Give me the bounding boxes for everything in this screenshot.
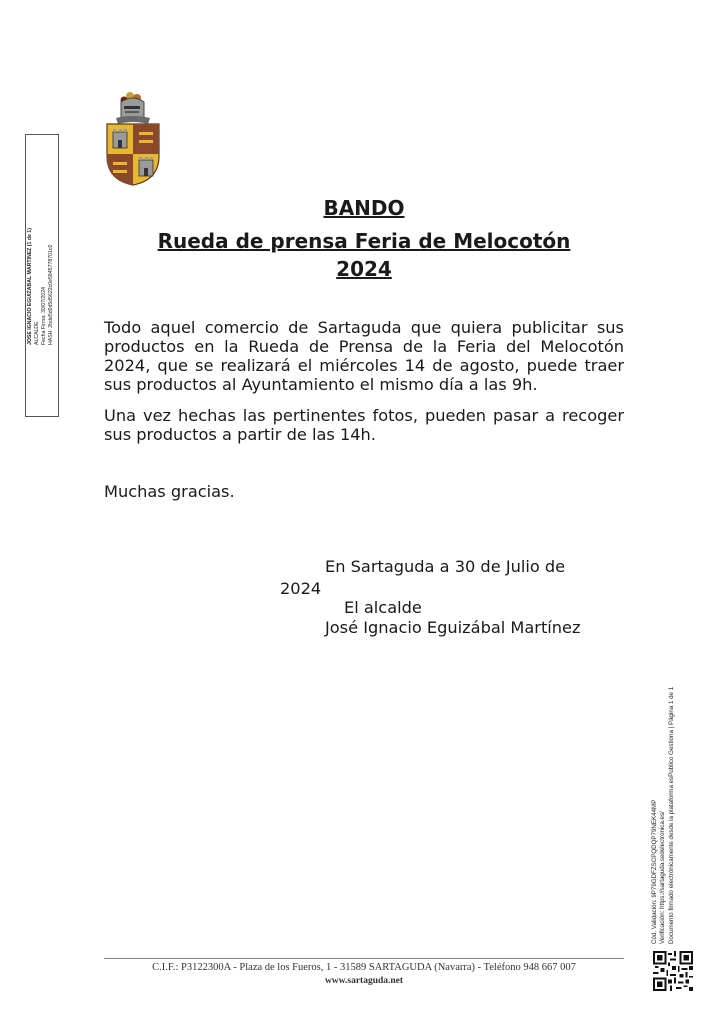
stamp-hash: HASH: 2bde5d0d5d5622c0e5845778701c0 [48,244,54,345]
verification-strip [651,687,676,944]
stamp-date: Fecha Firma: 30/07/2024 [41,287,47,345]
stamp-role: ALCALDE [34,321,40,345]
verification-url: Verificación: https://sartaguda.sedelectronica.es/ [659,811,667,944]
document-title: BANDO [323,196,405,220]
qr-code-icon [653,951,693,991]
signature-stamp [27,228,55,345]
closing-date-line-2: 2024 [280,579,322,598]
footer-website: www.sartaguda.net [324,976,404,986]
stamp-signer: JOSE IGNACIO EGUIZABAL MARTINEZ (1 de 1) [27,228,33,345]
closing-role: El alcalde [344,598,422,617]
body-paragraph-3: Muchas gracias. [104,482,235,501]
subtitle-line-2: 2024 [336,257,392,281]
body-paragraph-2: Una vez hechas las pertinentes fotos, pueden pasar a recoger sus productos a partir de las 14h. [104,406,624,444]
closing-name: José Ignacio Eguizábal Martínez [325,618,581,637]
footer-divider [104,958,624,959]
verification-note: Documento firmado electrónicamente desde la plataforma esPublico Gestiona | Página 1 de 1 [667,686,675,944]
closing-date-line-1: En Sartaguda a 30 de Julio de [325,557,566,576]
footer-address: C.I.F.: P3122300A - Plaza de los Fueros, 1 - 31589 SARTAGUDA (Navarra) - Teléfono 948 667 007 [152,962,576,973]
verification-code: Cód. Validación: 9P79GDFZSCPQDQP79NEK44MP [651,799,658,944]
coat-of-arms-icon [104,88,162,188]
body-paragraph-1: Todo aquel comercio de Sartaguda que quiera publicitar sus productos en la Rueda de Prensa de la Feria del Melocotón 2024, que se realizará el miércoles 14 de agosto, puede traer sus productos al Ayuntamiento el mismo día a las 9h. [104,318,624,394]
subtitle-line-1: Rueda de prensa Feria de Melocotón [157,229,571,253]
document-subtitle [104,227,624,283]
